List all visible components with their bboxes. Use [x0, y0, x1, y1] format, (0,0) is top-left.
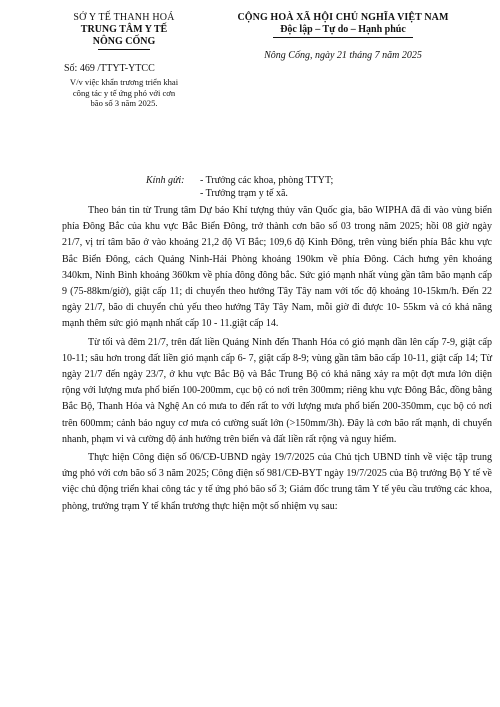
body-paragraph: Từ tối và đêm 21/7, trên đất liền Quảng Ninh đến Thanh Hóa có gió mạnh dần lên cấp 7-9, giật cấp 10-11; sâu hơn trong đất liền gió mạnh cấp 6- 7, giật cấp 8-9; vùng gần tâm bão cấp 10-11, giật cấp 14; Từ ngày 21/7 đến ngày 23/7, ở khu vực Bắc Bộ và Bắc Trung Bộ có khả năng xảy ra một đợt mưa lớn diện rộng với lượng mưa phổ biến 100-200mm, cục bộ có nơi trên 300mm; riêng khu vực Đông Bắc, đồng bằng Bắc Bộ, Thanh Hóa và Nghệ An có mưa to đến rất to với lượng mưa phổ biến 200-350mm, cục bộ có nơi trên 600mm; cảnh báo nguy cơ mưa có cường suất lớn (>150mm/3h). Đây là cơn bão rất mạnh, di chuyển nhanh, phạm vi và cường độ ảnh hưởng trên biển và đất liền rất rộng và nguy hiểm.	[62, 336, 492, 445]
recipients-label-spacer	[146, 187, 200, 200]
ministry-name: SỞ Y TẾ THANH HOÁ	[73, 12, 175, 23]
nation-name: CỘNG HOÀ XÃ HỘI CHỦ NGHĨA VIỆT NAM	[237, 12, 449, 23]
recipient-item: - Trưởng trạm y tế xã.	[200, 188, 288, 199]
place-date: Nông Cống, ngày 21 tháng 7 năm 2025	[264, 50, 422, 61]
national-motto: Độc lập – Tự do – Hạnh phúc	[280, 24, 406, 35]
recipients-block	[146, 174, 333, 200]
subject-line: công tác y tế ứng phó với cơn	[72, 87, 176, 98]
subject-line: V/v việc khẩn trương triển khai	[69, 77, 179, 87]
recipient-row	[146, 187, 333, 200]
recipients-label: Kính gửi:	[146, 175, 185, 186]
document-body	[62, 203, 492, 517]
issuer-header	[50, 12, 198, 109]
document-subject	[50, 77, 198, 109]
body-paragraph: Thực hiện Công điện số 06/CĐ-UBND ngày 19/7/2025 của Chủ tịch UBND tỉnh về việc tập trung ứng phó với cơn bão số 3 năm 2025; Công điện số 981/CĐ-BYT ngày 19/7/2025 của Bộ trưởng Bộ Y tế về việc chủ động triển khai công tác y tế ứng phó bão số 3; Giám đốc trung tâm Y tế yêu cầu trưởng các khoa, phòng, trưởng trạm Y tế khẩn trương thực hiện một số nhiệm vụ sau:	[62, 452, 492, 512]
recipient-item: - Trưởng các khoa, phòng TTYT;	[200, 175, 334, 186]
subject-line: bão số 3 năm 2025.	[90, 98, 158, 108]
document-number: Số: 469 /TTYT-YTCC	[64, 63, 155, 74]
motto-underline	[273, 37, 413, 38]
recipient-row	[146, 174, 333, 187]
issuer-underline	[98, 49, 150, 50]
national-header	[208, 12, 478, 62]
center-name-line2: NÔNG CỐNG	[92, 36, 156, 47]
body-paragraph: Theo bản tin từ Trung tâm Dự báo Khí tượng thủy văn Quốc gia, bão WIPHA đã đi vào vùng biển phía Đông Bắc của khu vực Bắc Biển Đông, trở thành cơn bão số 03 trong năm 2025; hồi 08 giờ ngày 21/7, vị trí tâm bão ở vào khoảng 21,2 độ Vĩ Bắc; 109,6 độ Kinh Đông, trên vùng biển phía Bắc khu vực Bắc Biển Đông, cách Quảng Ninh-Hải Phòng khoảng 190km về phía Đông. Cách hưng yên khoảng 340km, Ninh Bình khoảng 360km về phía đông đông bắc. Sức gió mạnh nhất vùng gần tâm bão mạnh cấp 9 (75-88km/giờ), giật cấp 11; di chuyển theo hướng Tây Tây nam với tốc độ khoảng 10-15km/h. Đến 22 ngày 21/7, bão di chuyển chủ yếu theo hướng Tây Tây Nam, mỗi giờ đi được 10- 55km và có khả năng mạnh thêm sức gió mạnh nhất cấp 10 - 11.giật cấp 14.	[62, 205, 492, 330]
center-name-line1: TRUNG TÂM Y TẾ	[80, 24, 168, 35]
